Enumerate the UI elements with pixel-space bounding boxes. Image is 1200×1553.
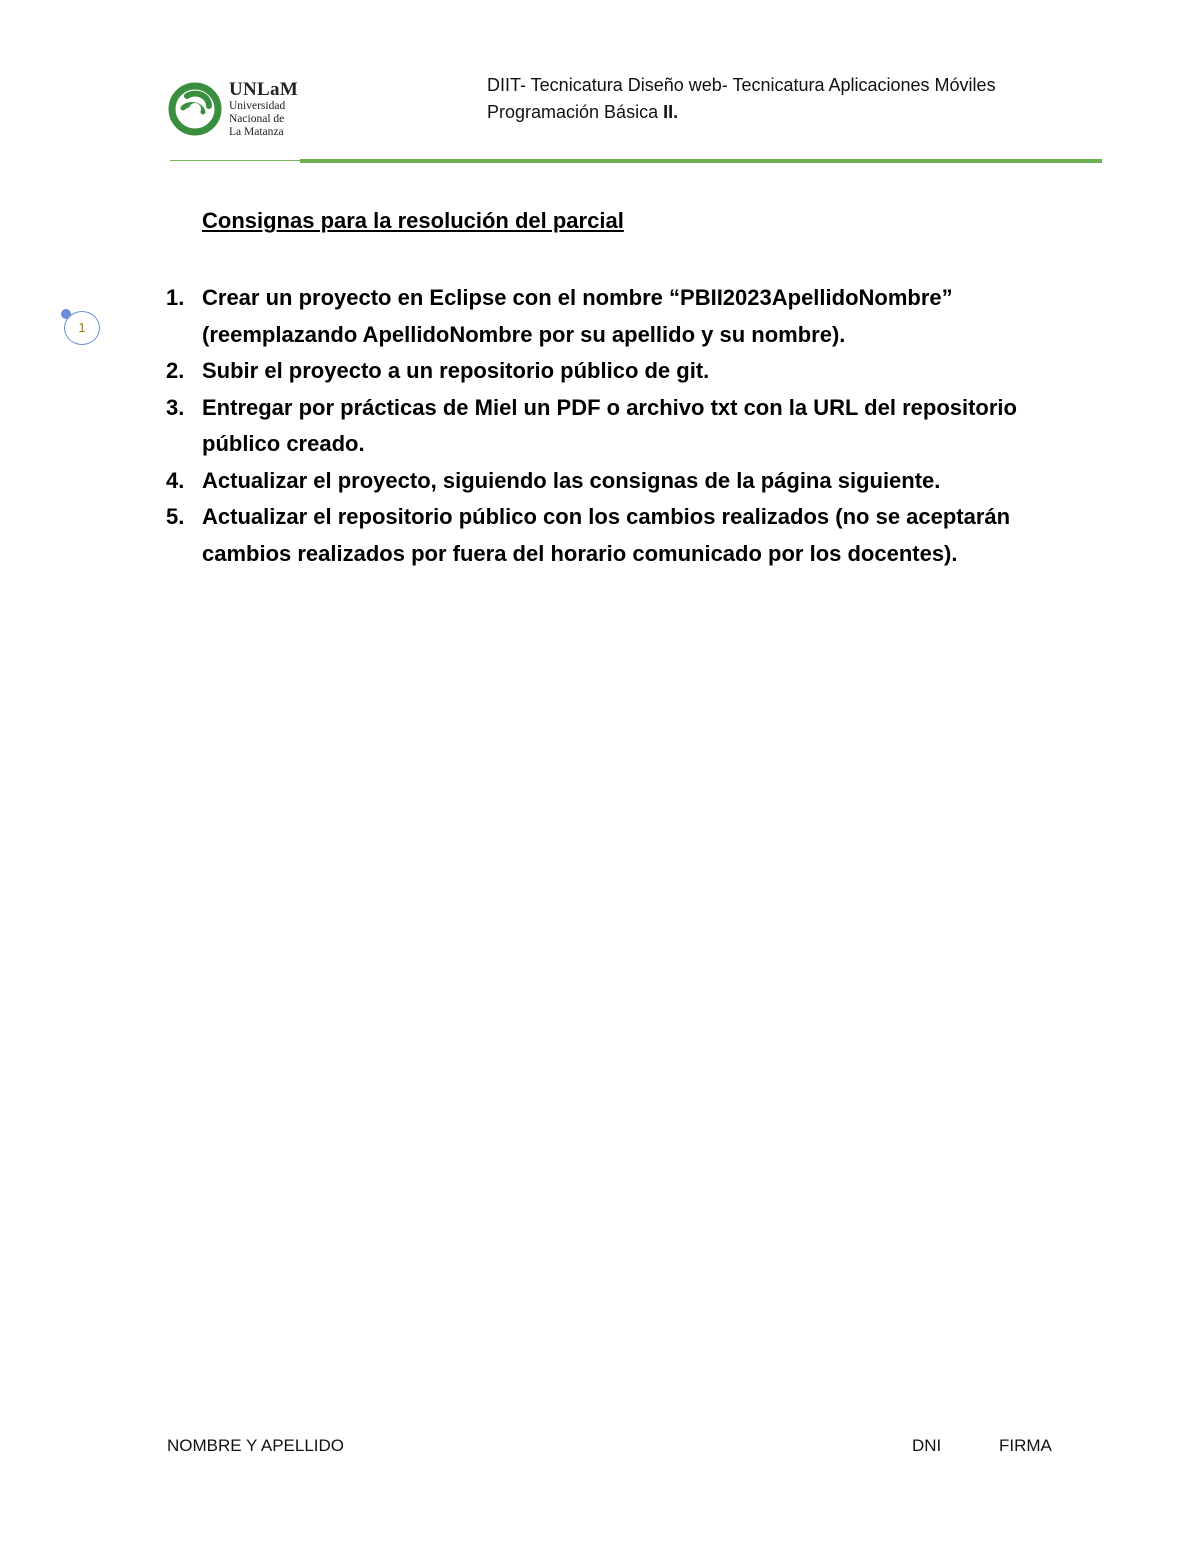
- logo-text: [229, 80, 298, 139]
- unlam-logo: [167, 78, 307, 144]
- list-item: [166, 499, 1096, 572]
- list-item-line: (reemplazando ApellidoNombre por su apellido y su nombre).: [202, 321, 846, 347]
- header-line-2: [487, 99, 996, 126]
- footer-dni-label: DNI: [912, 1436, 942, 1455]
- header-rule-thick: [300, 159, 1102, 163]
- list-item-line: Subir el proyecto a un repositorio público de git.: [202, 358, 710, 383]
- header-line-1: DIIT- Tecnicatura Diseño web- Tecnicatura Aplicaciones Móviles: [487, 75, 996, 95]
- comment-number: 1: [78, 320, 86, 335]
- list-item-number: 5.: [166, 504, 185, 529]
- logo-sub-line-1: Universidad: [229, 100, 286, 112]
- comment-marker[interactable]: [64, 311, 100, 345]
- header-line-2-prefix: Programación Básica: [487, 102, 664, 122]
- list-item: [166, 353, 1096, 390]
- logo-sub-line-2: Nacional de: [229, 113, 285, 125]
- list-item-number: 2.: [166, 358, 185, 383]
- list-item-line: Crear un proyecto en Eclipse con el nombre “PBII2023ApellidoNombre”: [202, 285, 953, 310]
- list-item: [166, 390, 1096, 463]
- header-rule-thin: [170, 160, 300, 161]
- header-text: [487, 72, 996, 126]
- list-item-line: Entregar por prácticas de Miel un PDF o archivo txt con la URL del repositorio: [202, 394, 1017, 420]
- list-item-line: cambios realizados por fuera del horario comunicado por los docentes).: [202, 540, 958, 566]
- list-item-line: Actualizar el proyecto, siguiendo las consignas de la página siguiente.: [202, 467, 941, 493]
- footer-firma-label: FIRMA: [999, 1436, 1052, 1455]
- logo-sub-line-3: La Matanza: [229, 126, 284, 138]
- list-item-line: público creado.: [202, 431, 365, 456]
- header-line-2-suffix: II.: [663, 102, 679, 122]
- list-item: [166, 463, 1096, 500]
- instructions-list: [166, 280, 1096, 572]
- list-item-number: 3.: [166, 394, 185, 420]
- list-item-number: 4.: [166, 467, 185, 493]
- list-item-line: Actualizar el repositorio público con los cambios realizados (no se aceptarán: [202, 504, 1011, 529]
- page-title: Consignas para la resolución del parcial: [202, 208, 624, 233]
- unlam-emblem-icon: [167, 78, 225, 140]
- logo-brand: UNLaM: [229, 79, 299, 100]
- list-item: [166, 280, 1096, 353]
- footer-name-label: NOMBRE Y APELLIDO: [167, 1436, 344, 1455]
- list-item-number: 1.: [166, 285, 185, 310]
